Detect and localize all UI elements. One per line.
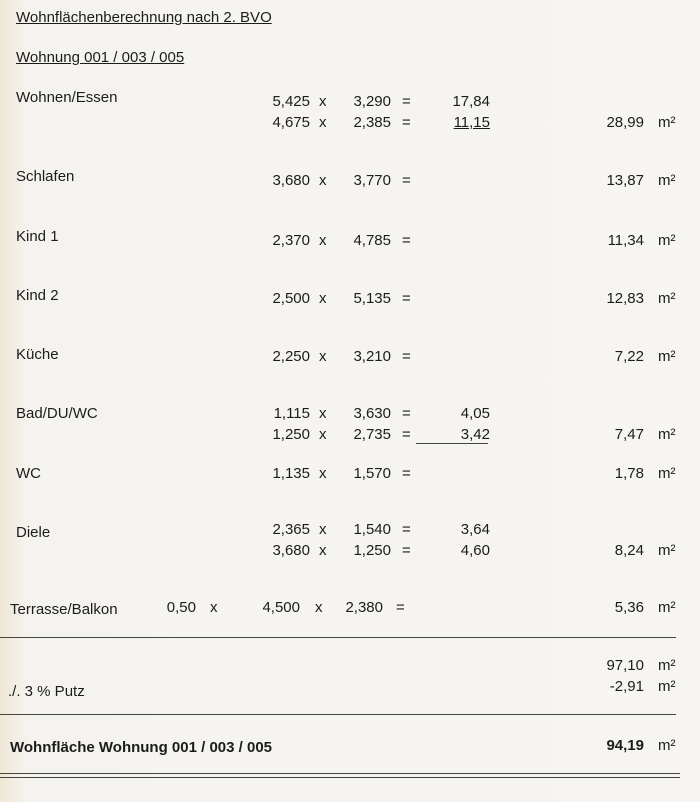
times-sign: x (319, 465, 327, 482)
room-total: 13,87 (606, 172, 644, 189)
room-total: 28,99 (606, 114, 644, 131)
double-rule-top (0, 773, 680, 774)
subtotal-value: 97,10 (606, 657, 644, 674)
room-name-diele: Diele (16, 524, 51, 541)
room-name-kind-2: Kind 2 (16, 287, 59, 304)
equals-sign: = (402, 348, 411, 365)
times-sign: x (319, 114, 327, 131)
dim-b: 3,630 (353, 405, 391, 422)
room-total: 1,78 (614, 465, 644, 482)
unit: m² (658, 737, 676, 754)
unit: m² (658, 114, 676, 131)
dim-a: 4,500 (262, 599, 300, 616)
putz-label: ./. 3 % Putz (8, 683, 85, 700)
times-sign: x (319, 172, 327, 189)
room-name-kind-1: Kind 1 (16, 228, 59, 245)
dim-b: 2,735 (353, 426, 391, 443)
partial-area: 11,15 (453, 114, 490, 131)
room-total: 7,47 (614, 426, 644, 443)
unit: m² (658, 172, 676, 189)
partial-area: 4,05 (460, 405, 490, 422)
dim-b: 1,570 (353, 465, 391, 482)
double-rule-bottom (0, 777, 680, 778)
unit: m² (658, 290, 676, 307)
equals-sign: = (402, 405, 411, 422)
times-sign: x (319, 542, 327, 559)
room-total: 11,34 (607, 232, 644, 249)
equals-sign: = (402, 232, 411, 249)
unit: m² (658, 542, 676, 559)
unit: m² (658, 657, 676, 674)
room-total: 8,24 (614, 542, 644, 559)
dim-a: 2,250 (272, 348, 310, 365)
factor: 0,50 (166, 599, 196, 616)
partial-area: 4,60 (460, 542, 490, 559)
room-name-wohnen-essen: Wohnen/Essen (16, 89, 118, 106)
equals-sign: = (402, 521, 411, 538)
room-total: 12,83 (606, 290, 644, 307)
unit: m² (658, 599, 676, 616)
partial-area: 3,64 (460, 521, 490, 538)
sum-underline (416, 443, 488, 444)
dim-a: 2,370 (272, 232, 310, 249)
times-sign: x (319, 348, 327, 365)
putz-value: -2,91 (609, 678, 644, 695)
partial-area: 3,42 (460, 426, 490, 443)
equals-sign: = (402, 290, 411, 307)
equals-sign: = (402, 426, 411, 443)
dim-b: 1,250 (353, 542, 391, 559)
times-sign: x (319, 521, 327, 538)
divider (0, 637, 676, 638)
equals-sign: = (402, 172, 411, 189)
times-sign: x (319, 232, 327, 249)
dim-b: 2,385 (353, 114, 391, 131)
equals-sign: = (402, 465, 411, 482)
final-area-value: 94,19 (606, 737, 644, 754)
times-sign: x (319, 290, 327, 307)
times-sign: x (319, 93, 327, 110)
dim-a: 3,680 (272, 542, 310, 559)
dim-a: 1,250 (272, 426, 310, 443)
room-name-terrasse-balkon: Terrasse/Balkon (10, 601, 118, 618)
dim-a: 2,365 (272, 521, 310, 538)
times-sign: x (210, 599, 218, 616)
room-name-schlafen: Schlafen (16, 168, 75, 185)
times-sign: x (315, 599, 323, 616)
room-name-wc: WC (16, 465, 41, 482)
dim-a: 2,500 (272, 290, 310, 307)
dim-a: 5,425 (272, 93, 310, 110)
times-sign: x (319, 405, 327, 422)
equals-sign: = (402, 114, 411, 131)
equals-sign: = (402, 93, 411, 110)
dim-b: 3,770 (353, 172, 391, 189)
unit: m² (658, 678, 676, 695)
dim-a: 3,680 (272, 172, 310, 189)
dim-b: 1,540 (353, 521, 391, 538)
dim-b: 2,380 (345, 599, 383, 616)
dim-b: 4,785 (353, 232, 391, 249)
unit: m² (658, 232, 676, 249)
unit: m² (658, 348, 676, 365)
dim-b: 5,135 (353, 290, 391, 307)
dim-a: 1,135 (272, 465, 310, 482)
dim-a: 1,115 (273, 405, 310, 422)
room-total: 5,36 (614, 599, 644, 616)
unit: m² (658, 465, 676, 482)
apartment-heading: Wohnung 001 / 003 / 005 (16, 49, 185, 66)
dim-b: 3,290 (353, 93, 391, 110)
partial-area: 17,84 (452, 93, 490, 110)
room-name-bad: Bad/DU/WC (16, 405, 98, 422)
dim-b: 3,210 (353, 348, 391, 365)
equals-sign: = (402, 542, 411, 559)
room-name-kueche: Küche (16, 346, 59, 363)
equals-sign: = (396, 599, 405, 616)
unit: m² (658, 426, 676, 443)
final-area-label: Wohnfläche Wohnung 001 / 003 / 005 (10, 739, 273, 756)
divider (0, 714, 676, 715)
document-title: Wohnflächenberechnung nach 2. BVO (16, 9, 272, 26)
dim-a: 4,675 (272, 114, 310, 131)
room-total: 7,22 (614, 348, 644, 365)
times-sign: x (319, 426, 327, 443)
